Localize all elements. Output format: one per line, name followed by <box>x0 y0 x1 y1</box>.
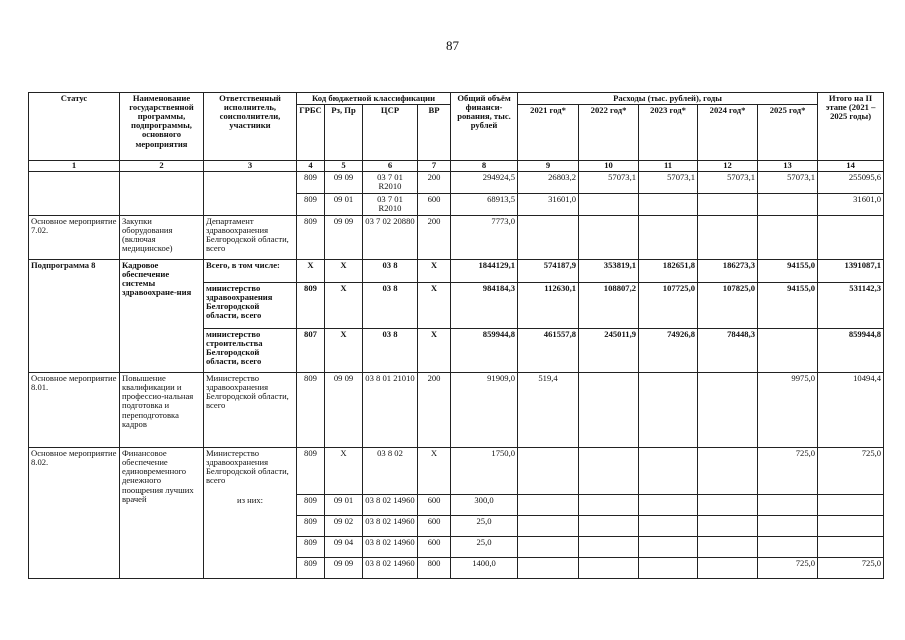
cell-responsible <box>204 172 297 216</box>
cell-status <box>29 172 120 216</box>
cell-total: 984184,3 <box>451 283 518 329</box>
cell-2021: 31601,0 <box>518 194 579 216</box>
cell-total: 294924,5 <box>451 172 518 194</box>
cell-2022 <box>579 516 639 537</box>
cell-responsible: Всего, в том числе: <box>204 260 297 283</box>
cell-2024 <box>698 448 758 495</box>
cell-2022: 353819,1 <box>579 260 639 283</box>
cell-grbs: 809 <box>297 172 325 194</box>
cell-total: 25,0 <box>451 516 518 537</box>
cell-csr: 03 8 <box>363 260 418 283</box>
cell-2023 <box>639 194 698 216</box>
col-num: 10 <box>579 161 639 172</box>
cell-csr: 03 8 <box>363 283 418 329</box>
cell-responsible: Министерство здравоохранения Белгородской области, всего <box>204 373 297 448</box>
cell-2024 <box>698 537 758 558</box>
cell-vr: 200 <box>418 373 451 448</box>
cell-grbs: 807 <box>297 329 325 373</box>
cell-grbs: 809 <box>297 194 325 216</box>
cell-2023: 74926,8 <box>639 329 698 373</box>
cell-name: Кадровое обеспечение системы здравоохране-ния <box>120 260 204 373</box>
cell-2021: 574187,9 <box>518 260 579 283</box>
cell-vr: Х <box>418 283 451 329</box>
cell-2024: 57073,1 <box>698 172 758 194</box>
header-name: Наименование государственной программы, подпрограммы, основного мероприятия <box>120 93 204 161</box>
cell-2025 <box>758 495 818 516</box>
cell-2021: 519,4 <box>518 373 579 448</box>
cell-rzpr: 09 02 <box>325 516 363 537</box>
cell-2023 <box>639 373 698 448</box>
cell-status: Основное мероприятие 8.02. <box>29 448 120 579</box>
cell-2024 <box>698 194 758 216</box>
cell-2022 <box>579 194 639 216</box>
cell-2022 <box>579 448 639 495</box>
cell-total: 68913,5 <box>451 194 518 216</box>
cell-itog: 725,0 <box>818 558 884 579</box>
header-2024: 2024 год* <box>698 105 758 161</box>
page-number: 87 <box>446 38 459 53</box>
cell-grbs: 809 <box>297 516 325 537</box>
col-num: 13 <box>758 161 818 172</box>
cell-vr: 600 <box>418 194 451 216</box>
cell-2021: 112630,1 <box>518 283 579 329</box>
cell-csr: 03 8 02 14960 <box>363 558 418 579</box>
cell-csr: 03 8 <box>363 329 418 373</box>
cell-csr: 03 7 02 20880 <box>363 216 418 260</box>
table-row <box>29 216 884 260</box>
cell-responsible: министерство строительства Белгородской области, всего <box>204 329 297 373</box>
cell-name: Повышение квалификации и профессио-нальная подготовка и переподготовка кадров <box>120 373 204 448</box>
cell-2024: 107825,0 <box>698 283 758 329</box>
cell-vr: 600 <box>418 516 451 537</box>
header-2022: 2022 год* <box>579 105 639 161</box>
cell-2025: 94155,0 <box>758 260 818 283</box>
cell-itog <box>818 516 884 537</box>
header-2025: 2025 год* <box>758 105 818 161</box>
cell-2024 <box>698 558 758 579</box>
cell-grbs: 809 <box>297 373 325 448</box>
cell-responsible: Министерство здравоохранения Белгородской области, всего <box>204 448 297 495</box>
cell-itog: 725,0 <box>818 448 884 495</box>
table-row <box>29 373 884 448</box>
cell-itog: 531142,3 <box>818 283 884 329</box>
cell-rzpr: 09 01 <box>325 194 363 216</box>
cell-rzpr: 09 09 <box>325 558 363 579</box>
cell-2025 <box>758 537 818 558</box>
cell-vr: 200 <box>418 216 451 260</box>
cell-itog: 31601,0 <box>818 194 884 216</box>
cell-2022: 245011,9 <box>579 329 639 373</box>
cell-total: 1844129,1 <box>451 260 518 283</box>
cell-2021 <box>518 516 579 537</box>
cell-2023: 57073,1 <box>639 172 698 194</box>
header-responsible: Ответственный исполнитель, соисполнители, участники <box>204 93 297 161</box>
column-number-row <box>29 161 884 172</box>
cell-2023 <box>639 516 698 537</box>
header-vr: ВР <box>418 105 451 161</box>
cell-2025: 94155,0 <box>758 283 818 329</box>
cell-2021 <box>518 448 579 495</box>
col-num: 6 <box>363 161 418 172</box>
cell-2022: 57073,1 <box>579 172 639 194</box>
cell-name: Финансовое обеспечение единовременного денежного поощрения лучших врачей <box>120 448 204 579</box>
cell-status: Подпрограмма 8 <box>29 260 120 373</box>
cell-itog <box>818 216 884 260</box>
cell-2025: 57073,1 <box>758 172 818 194</box>
cell-2025 <box>758 216 818 260</box>
cell-2024 <box>698 373 758 448</box>
cell-2021: 26803,2 <box>518 172 579 194</box>
col-num: 11 <box>639 161 698 172</box>
header-csr: ЦСР <box>363 105 418 161</box>
cell-vr: 600 <box>418 537 451 558</box>
cell-2025: 725,0 <box>758 448 818 495</box>
cell-total: 1750,0 <box>451 448 518 495</box>
cell-csr: 03 7 01 R2010 <box>363 194 418 216</box>
cell-status: Основное мероприятие 8.01. <box>29 373 120 448</box>
header-rzpr: Рз, Пр <box>325 105 363 161</box>
header-2023: 2023 год* <box>639 105 698 161</box>
cell-name: Закупки оборудования (включая медицинское) <box>120 216 204 260</box>
col-num: 4 <box>297 161 325 172</box>
cell-csr: 03 8 02 14960 <box>363 516 418 537</box>
cell-2024 <box>698 495 758 516</box>
cell-2021 <box>518 216 579 260</box>
col-num: 5 <box>325 161 363 172</box>
cell-csr: 03 8 02 <box>363 448 418 495</box>
cell-vr: Х <box>418 448 451 495</box>
cell-rzpr: 09 09 <box>325 172 363 194</box>
cell-itog <box>818 495 884 516</box>
cell-2023 <box>639 448 698 495</box>
header-status: Статус <box>29 93 120 161</box>
cell-2025: 725,0 <box>758 558 818 579</box>
header-expenses: Расходы (тыс. рублей), годы <box>518 93 818 105</box>
cell-rzpr: 09 09 <box>325 216 363 260</box>
cell-grbs: 809 <box>297 558 325 579</box>
cell-2024: 186273,3 <box>698 260 758 283</box>
cell-2023 <box>639 495 698 516</box>
cell-2025 <box>758 516 818 537</box>
cell-2023: 182651,8 <box>639 260 698 283</box>
cell-2024: 78448,3 <box>698 329 758 373</box>
cell-vr: 800 <box>418 558 451 579</box>
cell-rzpr: 09 09 <box>325 373 363 448</box>
cell-rzpr: 09 04 <box>325 537 363 558</box>
header-2021: 2021 год* <box>518 105 579 161</box>
cell-grbs: 809 <box>297 216 325 260</box>
cell-total: 91909,0 <box>451 373 518 448</box>
cell-2025 <box>758 194 818 216</box>
cell-itog: 10494,4 <box>818 373 884 448</box>
cell-2021 <box>518 537 579 558</box>
cell-total: 859944,8 <box>451 329 518 373</box>
cell-vr: 200 <box>418 172 451 194</box>
cell-itog <box>818 537 884 558</box>
cell-total: 300,0 <box>451 495 518 516</box>
cell-rzpr: Х <box>325 283 363 329</box>
col-num: 2 <box>120 161 204 172</box>
cell-total: 7773,0 <box>451 216 518 260</box>
table-row <box>29 260 884 283</box>
cell-2023: 107725,0 <box>639 283 698 329</box>
cell-2022: 108807,2 <box>579 283 639 329</box>
col-num: 8 <box>451 161 518 172</box>
col-num: 14 <box>818 161 884 172</box>
cell-itog: 859944,8 <box>818 329 884 373</box>
cell-name <box>120 172 204 216</box>
cell-2023 <box>639 216 698 260</box>
cell-itog: 255095,6 <box>818 172 884 194</box>
cell-vr: Х <box>418 329 451 373</box>
cell-2021 <box>518 558 579 579</box>
cell-grbs: 809 <box>297 448 325 495</box>
cell-grbs: 809 <box>297 283 325 329</box>
cell-2025: 9975,0 <box>758 373 818 448</box>
header-stage-total: Итого на II этапе (2021 – 2025 годы) <box>818 93 884 161</box>
cell-status: Основное мероприятие 7.02. <box>29 216 120 260</box>
cell-grbs: Х <box>297 260 325 283</box>
cell-vr: 600 <box>418 495 451 516</box>
header-budget-code: Код бюджетной классификации <box>297 93 451 105</box>
col-num: 12 <box>698 161 758 172</box>
col-num: 9 <box>518 161 579 172</box>
cell-csr: 03 8 01 21010 <box>363 373 418 448</box>
cell-itog: 1391087,1 <box>818 260 884 283</box>
cell-2021: 461557,8 <box>518 329 579 373</box>
table-row <box>29 172 884 194</box>
cell-rzpr: Х <box>325 260 363 283</box>
cell-total: 25,0 <box>451 537 518 558</box>
cell-2023 <box>639 558 698 579</box>
cell-grbs: 809 <box>297 537 325 558</box>
cell-2022 <box>579 216 639 260</box>
cell-2022 <box>579 373 639 448</box>
cell-2022 <box>579 558 639 579</box>
cell-2021 <box>518 495 579 516</box>
budget-table <box>28 92 884 579</box>
cell-2024 <box>698 216 758 260</box>
cell-total: 1400,0 <box>451 558 518 579</box>
cell-2022 <box>579 495 639 516</box>
cell-rzpr: 09 01 <box>325 495 363 516</box>
cell-rzpr: Х <box>325 448 363 495</box>
cell-vr: Х <box>418 260 451 283</box>
col-num: 7 <box>418 161 451 172</box>
cell-csr: 03 8 02 14960 <box>363 537 418 558</box>
cell-responsible: Департамент здравоохранения Белгородской области, всего <box>204 216 297 260</box>
cell-2023 <box>639 537 698 558</box>
cell-csr: 03 8 02 14960 <box>363 495 418 516</box>
cell-responsible: министерство здравоохранения Белгородской области, всего <box>204 283 297 329</box>
cell-grbs: 809 <box>297 495 325 516</box>
header-grbs: ГРБС <box>297 105 325 161</box>
col-num: 1 <box>29 161 120 172</box>
cell-2022 <box>579 537 639 558</box>
table-row <box>29 448 884 495</box>
cell-csr: 03 7 01 R2010 <box>363 172 418 194</box>
header-total: Общий объём финанси-рования, тыс. рублей <box>451 93 518 161</box>
cell-rzpr: Х <box>325 329 363 373</box>
cell-2024 <box>698 516 758 537</box>
cell-responsible: из них: <box>204 495 297 579</box>
col-num: 3 <box>204 161 297 172</box>
cell-2025 <box>758 329 818 373</box>
